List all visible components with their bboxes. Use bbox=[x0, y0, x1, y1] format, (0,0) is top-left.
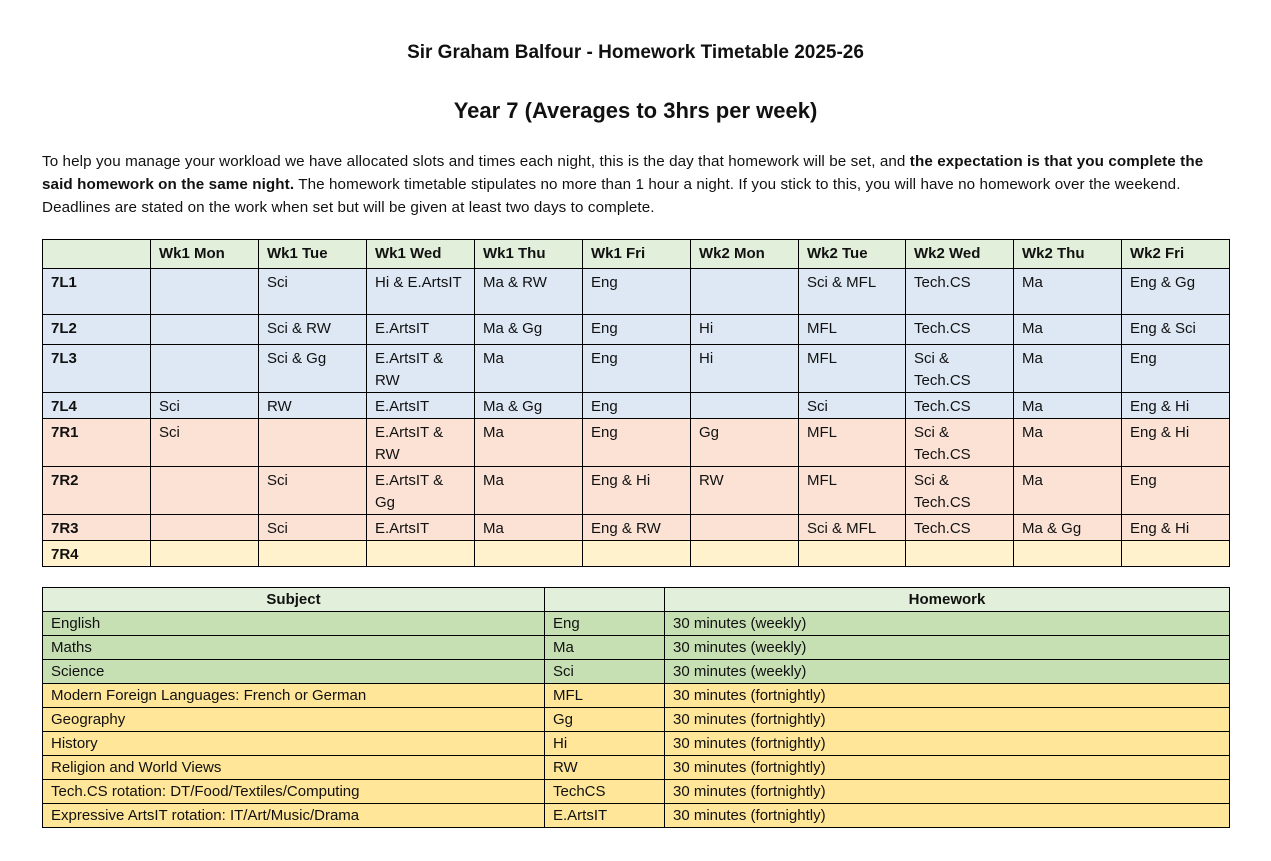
timetable-cell: Sci & Tech.CS bbox=[906, 345, 1014, 393]
homework-duration: 30 minutes (weekly) bbox=[665, 660, 1230, 684]
key-header-homework: Homework bbox=[665, 588, 1230, 612]
timetable-cell: Eng & RW bbox=[583, 515, 691, 541]
homework-duration: 30 minutes (weekly) bbox=[665, 612, 1230, 636]
timetable-cell: Ma bbox=[1014, 419, 1122, 467]
timetable-cell: Ma & Gg bbox=[475, 393, 583, 419]
timetable-row-7l2 bbox=[43, 315, 1230, 345]
subject-code: Hi bbox=[545, 732, 665, 756]
subject-code: Gg bbox=[545, 708, 665, 732]
timetable-row-7l4 bbox=[43, 393, 1230, 419]
timetable-cell bbox=[1014, 541, 1122, 567]
column-header-wk2-wed: Wk2 Wed bbox=[906, 240, 1014, 269]
timetable-cell: Ma bbox=[1014, 315, 1122, 345]
key-row-mfl bbox=[43, 684, 1230, 708]
timetable-cell: Sci & Gg bbox=[259, 345, 367, 393]
timetable-cell: Hi & E.ArtsIT bbox=[367, 269, 475, 315]
timetable-cell: Sci bbox=[259, 269, 367, 315]
column-header-wk1-thu: Wk1 Thu bbox=[475, 240, 583, 269]
timetable-cell bbox=[151, 345, 259, 393]
timetable-row-7r1 bbox=[43, 419, 1230, 467]
document-title: Sir Graham Balfour - Homework Timetable 2025-26 bbox=[407, 42, 864, 63]
subject-key-table bbox=[42, 587, 1230, 828]
timetable-cell bbox=[151, 315, 259, 345]
timetable-cell: E.ArtsIT bbox=[367, 393, 475, 419]
timetable-cell bbox=[259, 541, 367, 567]
timetable-cell: Ma bbox=[475, 419, 583, 467]
timetable-cell: Eng & Hi bbox=[1122, 419, 1230, 467]
timetable-cell bbox=[151, 467, 259, 515]
timetable-cell: Sci bbox=[259, 515, 367, 541]
tutor-group-label: 7R2 bbox=[43, 467, 151, 515]
tutor-group-label: 7L1 bbox=[43, 269, 151, 315]
column-header-wk1-wed: Wk1 Wed bbox=[367, 240, 475, 269]
subject-name: Geography bbox=[43, 708, 545, 732]
subject-code: Sci bbox=[545, 660, 665, 684]
timetable-cell bbox=[691, 515, 799, 541]
timetable-cell bbox=[367, 541, 475, 567]
timetable-cell: Ma & Gg bbox=[1014, 515, 1122, 541]
timetable-cell: MFL bbox=[799, 419, 906, 467]
timetable-cell: Eng bbox=[583, 345, 691, 393]
timetable-cell: Hi bbox=[691, 315, 799, 345]
timetable-cell: E.ArtsIT & Gg bbox=[367, 467, 475, 515]
timetable-cell: Eng bbox=[583, 269, 691, 315]
intro-text-2: The homework timetable stipulates no more than 1 hour a night. If you stick to this, you will have no homework over the weekend. Deadlines are stated on the work when set but will be given at least two days to complete. bbox=[42, 176, 1181, 216]
subject-code: RW bbox=[545, 756, 665, 780]
key-row-rw bbox=[43, 756, 1230, 780]
timetable-cell: Tech.CS bbox=[906, 315, 1014, 345]
timetable-cell: Sci bbox=[151, 419, 259, 467]
homework-duration: 30 minutes (weekly) bbox=[665, 636, 1230, 660]
subject-code: E.ArtsIT bbox=[545, 804, 665, 828]
timetable-cell: Ma & Gg bbox=[475, 315, 583, 345]
timetable-cell: Eng bbox=[583, 315, 691, 345]
homework-duration: 30 minutes (fortnightly) bbox=[665, 756, 1230, 780]
key-row-sci bbox=[43, 660, 1230, 684]
timetable-cell: Ma bbox=[475, 467, 583, 515]
homework-duration: 30 minutes (fortnightly) bbox=[665, 780, 1230, 804]
timetable-cell: Ma & RW bbox=[475, 269, 583, 315]
column-header-wk1-tue: Wk1 Tue bbox=[259, 240, 367, 269]
timetable-cell bbox=[691, 541, 799, 567]
subject-name: Modern Foreign Languages: French or German bbox=[43, 684, 545, 708]
timetable-cell bbox=[151, 541, 259, 567]
timetable-cell: Ma bbox=[1014, 467, 1122, 515]
timetable-row-7l1 bbox=[43, 269, 1230, 315]
tutor-group-label: 7R1 bbox=[43, 419, 151, 467]
timetable-row-7l3 bbox=[43, 345, 1230, 393]
timetable-cell: MFL bbox=[799, 315, 906, 345]
timetable-cell bbox=[583, 541, 691, 567]
key-row-hi bbox=[43, 732, 1230, 756]
timetable-cell: Eng & Hi bbox=[1122, 393, 1230, 419]
tutor-group-label: 7R3 bbox=[43, 515, 151, 541]
intro-expectation-bold: the expectation is that you complete the said homework on the same night. bbox=[42, 153, 1204, 193]
timetable-cell: Gg bbox=[691, 419, 799, 467]
timetable-cell: Hi bbox=[691, 345, 799, 393]
homework-duration: 30 minutes (fortnightly) bbox=[665, 708, 1230, 732]
year-subtitle: Year 7 (Averages to 3hrs per week) bbox=[453, 98, 818, 123]
timetable-cell: E.ArtsIT & RW bbox=[367, 419, 475, 467]
column-header-wk1-mon: Wk1 Mon bbox=[151, 240, 259, 269]
intro-text-1: To help you manage your workload we have allocated slots and times each night, this is the day that homework will be set, and bbox=[42, 153, 910, 170]
key-row-eng bbox=[43, 612, 1230, 636]
timetable-cell: Sci & Tech.CS bbox=[906, 467, 1014, 515]
timetable-cell bbox=[151, 269, 259, 315]
timetable-cell: MFL bbox=[799, 345, 906, 393]
column-header-wk2-mon: Wk2 Mon bbox=[691, 240, 799, 269]
column-header-wk2-tue: Wk2 Tue bbox=[799, 240, 906, 269]
subject-code: TechCS bbox=[545, 780, 665, 804]
timetable-cell bbox=[906, 541, 1014, 567]
key-row-gg bbox=[43, 708, 1230, 732]
timetable-cell: Sci bbox=[151, 393, 259, 419]
timetable-cell: Tech.CS bbox=[906, 515, 1014, 541]
timetable-cell bbox=[799, 541, 906, 567]
homework-duration: 30 minutes (fortnightly) bbox=[665, 804, 1230, 828]
subject-name: Tech.CS rotation: DT/Food/Textiles/Computing bbox=[43, 780, 545, 804]
subject-code: Eng bbox=[545, 612, 665, 636]
timetable-cell: Eng & Gg bbox=[1122, 269, 1230, 315]
subject-name: Science bbox=[43, 660, 545, 684]
intro-paragraph bbox=[42, 150, 1232, 219]
timetable-header-row bbox=[43, 240, 1230, 269]
timetable-cell: Ma bbox=[1014, 393, 1122, 419]
key-row-techcs bbox=[43, 780, 1230, 804]
timetable-cell: Sci & MFL bbox=[799, 515, 906, 541]
tutor-group-label: 7L4 bbox=[43, 393, 151, 419]
timetable-cell: Tech.CS bbox=[906, 269, 1014, 315]
timetable-row-7r2 bbox=[43, 467, 1230, 515]
timetable-cell: Ma bbox=[1014, 269, 1122, 315]
subject-code: Ma bbox=[545, 636, 665, 660]
timetable-cell: RW bbox=[691, 467, 799, 515]
timetable-cell: Sci bbox=[259, 467, 367, 515]
subject-code: MFL bbox=[545, 684, 665, 708]
timetable-cell bbox=[691, 393, 799, 419]
timetable-cell: Sci & MFL bbox=[799, 269, 906, 315]
timetable-cell: Eng bbox=[1122, 345, 1230, 393]
timetable-cell bbox=[475, 541, 583, 567]
timetable-cell bbox=[1122, 541, 1230, 567]
subject-name: Expressive ArtsIT rotation: IT/Art/Music/Drama bbox=[43, 804, 545, 828]
timetable-cell: RW bbox=[259, 393, 367, 419]
timetable-cell: Tech.CS bbox=[906, 393, 1014, 419]
column-header-wk2-fri: Wk2 Fri bbox=[1122, 240, 1230, 269]
key-header-subject: Subject bbox=[43, 588, 545, 612]
timetable-cell: Eng & Sci bbox=[1122, 315, 1230, 345]
key-header-code bbox=[545, 588, 665, 612]
timetable-row-7r4 bbox=[43, 541, 1230, 567]
key-row-ma bbox=[43, 636, 1230, 660]
subject-name: Religion and World Views bbox=[43, 756, 545, 780]
header-corner bbox=[43, 240, 151, 269]
timetable-cell: Eng bbox=[583, 393, 691, 419]
tutor-group-label: 7L2 bbox=[43, 315, 151, 345]
column-header-wk2-thu: Wk2 Thu bbox=[1014, 240, 1122, 269]
timetable-cell: Eng & Hi bbox=[583, 467, 691, 515]
key-header-row bbox=[43, 588, 1230, 612]
subject-name: Maths bbox=[43, 636, 545, 660]
timetable-cell bbox=[151, 515, 259, 541]
tutor-group-label: 7R4 bbox=[43, 541, 151, 567]
subject-name: History bbox=[43, 732, 545, 756]
timetable-row-7r3 bbox=[43, 515, 1230, 541]
timetable-cell: Sci & RW bbox=[259, 315, 367, 345]
timetable-cell: MFL bbox=[799, 467, 906, 515]
timetable-cell bbox=[259, 419, 367, 467]
timetable-cell: E.ArtsIT bbox=[367, 315, 475, 345]
column-header-wk1-fri: Wk1 Fri bbox=[583, 240, 691, 269]
timetable-cell: Eng & Hi bbox=[1122, 515, 1230, 541]
timetable-cell: Eng bbox=[1122, 467, 1230, 515]
homework-duration: 30 minutes (fortnightly) bbox=[665, 732, 1230, 756]
timetable-cell: E.ArtsIT bbox=[367, 515, 475, 541]
homework-duration: 30 minutes (fortnightly) bbox=[665, 684, 1230, 708]
timetable-cell: Ma bbox=[1014, 345, 1122, 393]
key-row-eartsit bbox=[43, 804, 1230, 828]
timetable-cell: Ma bbox=[475, 345, 583, 393]
timetable-cell bbox=[691, 269, 799, 315]
timetable-cell: Ma bbox=[475, 515, 583, 541]
homework-timetable bbox=[42, 239, 1230, 567]
timetable-cell: Eng bbox=[583, 419, 691, 467]
tutor-group-label: 7L3 bbox=[43, 345, 151, 393]
subject-name: English bbox=[43, 612, 545, 636]
timetable-cell: E.ArtsIT & RW bbox=[367, 345, 475, 393]
timetable-cell: Sci & Tech.CS bbox=[906, 419, 1014, 467]
timetable-cell: Sci bbox=[799, 393, 906, 419]
